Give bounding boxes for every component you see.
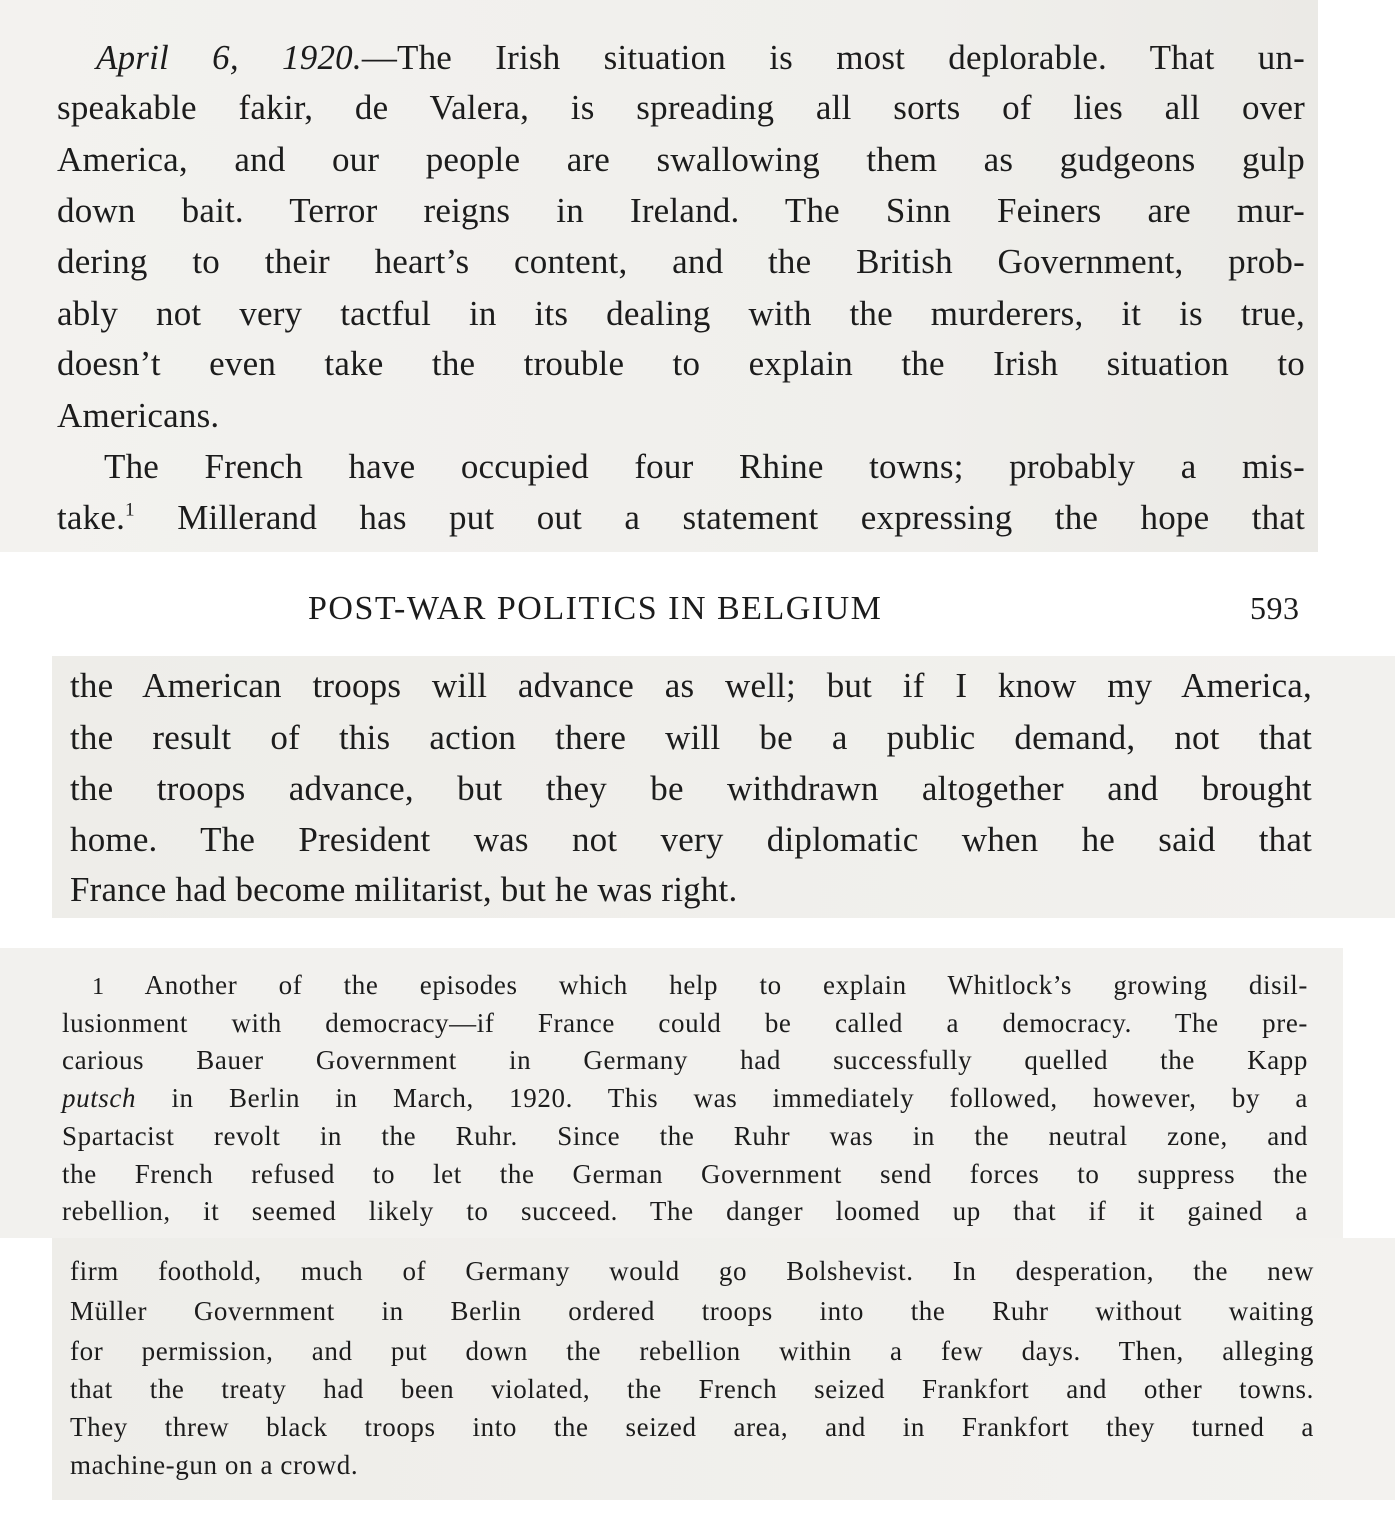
text-line: speakable fakir, de Valera, is spreading all sorts of lies all over <box>57 88 1305 127</box>
text-line: ably not very tactful in its dealing with the murderers, it is true, <box>57 294 1305 333</box>
footnote-line: They threw black troops into the seized area, and in Frankfort they turned a <box>70 1412 1314 1442</box>
footnote-line: Müller Government in Berlin ordered troops into the Ruhr without waiting <box>70 1296 1314 1326</box>
footnote-text: in Berlin in March, 1920. This was immediately followed, however, by a <box>136 1083 1308 1113</box>
entry-first-line <box>96 40 1305 75</box>
footnote-line <box>62 1085 1308 1112</box>
footnote-italic-term: putsch <box>62 1083 137 1113</box>
text-line: home. The President was not very diplomatic when he said that <box>70 820 1312 859</box>
text-line: The French have occupied four Rhine towns; probably a mis- <box>104 447 1305 486</box>
footnote-line: the French refused to let the German Government send forces to suppress the <box>62 1159 1308 1189</box>
text-line: France had become militarist, but he was right. <box>70 870 738 909</box>
footnote-line: for permission, and put down the rebellion within a few days. Then, alleging <box>70 1336 1314 1366</box>
text-line: dering to their heart’s content, and the British Government, prob- <box>57 242 1305 281</box>
page-number: 593 <box>1250 590 1300 626</box>
text-line: the American troops will advance as well; but if I know my America, <box>70 666 1312 705</box>
running-head: POST-WAR POLITICS IN BELGIUM <box>308 590 883 627</box>
footnote-line: Spartacist revolt in the Ruhr. Since the Ruhr was in the neutral zone, and <box>62 1121 1308 1151</box>
footnote-line: machine-gun on a crowd. <box>70 1450 359 1480</box>
text-fragment: take. <box>57 498 126 537</box>
footnote-line: firm foothold, much of Germany would go Bolshevist. In desperation, the new <box>70 1256 1314 1286</box>
footnote-line: lusionment with democracy—if France could be called a democracy. The pre- <box>62 1008 1308 1038</box>
text-line: the troops advance, but they be withdrawn altogether and brought <box>70 769 1312 808</box>
text-line: Americans. <box>57 396 220 435</box>
footnote-first-line <box>92 972 1308 999</box>
text-line: down bait. Terror reigns in Ireland. The Sinn Feiners are mur- <box>57 191 1305 230</box>
footnote-text: Another of the episodes which help to explain Whitlock’s growing disil- <box>144 970 1308 1000</box>
text-line: America, and our people are swallowing them as gudgeons gulp <box>57 140 1305 179</box>
footnote-line: that the treaty had been violated, the French seized Frankfort and other towns. <box>70 1374 1314 1404</box>
footnote-line: rebellion, it seemed likely to succeed. The danger loomed up that if it gained a <box>62 1196 1308 1226</box>
footnote-reference: 1 <box>125 499 135 521</box>
em-dash: — <box>361 38 398 77</box>
footnote-line: carious Bauer Government in Germany had successfully quelled the Kapp <box>62 1045 1308 1075</box>
text-line: the result of this action there will be a public demand, not that <box>70 718 1312 757</box>
entry-date: April 6, 1920. <box>96 38 362 77</box>
footnote-number: 1 <box>92 973 105 1000</box>
entry-text: The Irish situation is most deplorable. That un- <box>397 38 1305 77</box>
text-line <box>57 500 1305 535</box>
text-line: doesn’t even take the trouble to explain the Irish situation to <box>57 344 1305 383</box>
text-fragment: Millerand has put out a statement expressing the hope that <box>177 498 1305 537</box>
